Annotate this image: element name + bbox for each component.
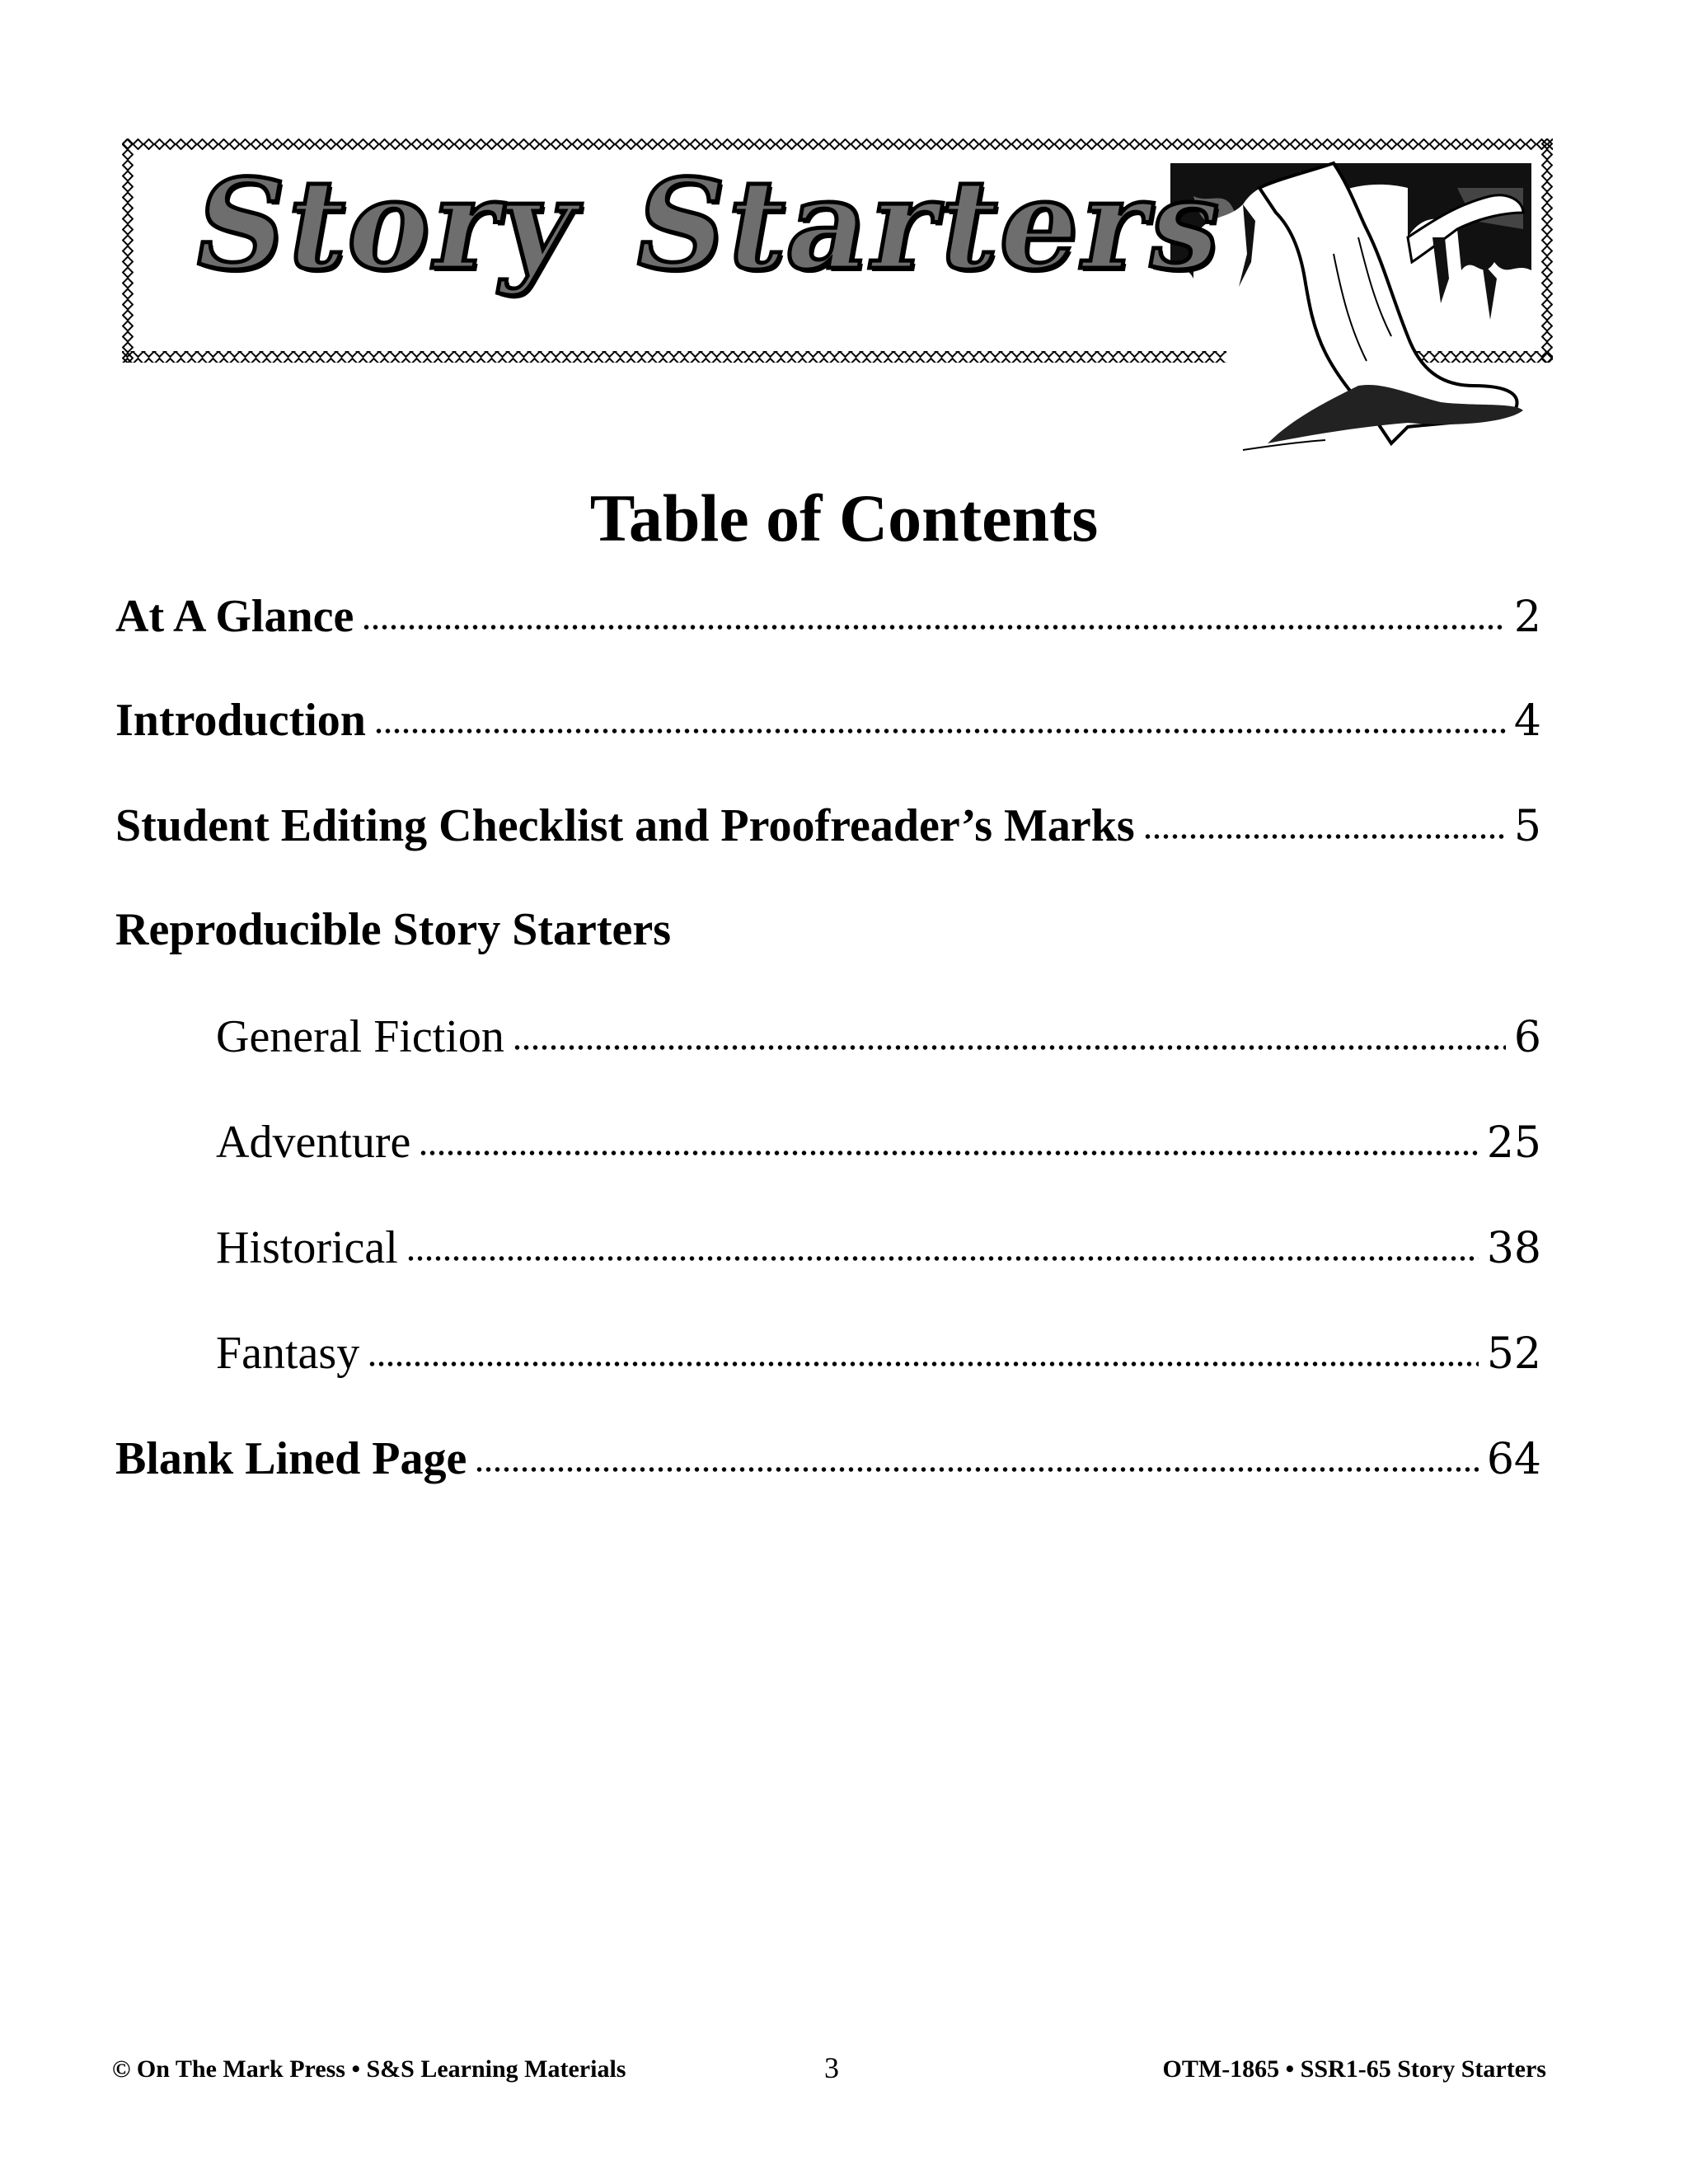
- dot-leader: [362, 625, 1506, 630]
- toc-entry-introduction[interactable]: [115, 695, 1541, 746]
- toc-entry-label: Adventure: [216, 1117, 411, 1168]
- toc-entry-label: Blank Lined Page: [115, 1433, 467, 1484]
- dot-leader: [513, 1045, 1506, 1050]
- toc-section-label: Reproducible Story Starters: [115, 904, 671, 955]
- banner-title: [183, 152, 1293, 298]
- story-starters-banner: [122, 138, 1553, 363]
- banner-title-word-2: Starters: [623, 152, 1238, 298]
- dot-leader: [475, 1467, 1479, 1472]
- page-title: Table of Contents: [589, 480, 1099, 555]
- page-footer: [0, 2051, 1688, 2088]
- banner-title-word-1: Story: [183, 152, 592, 298]
- toc-entry-blank-lined-page[interactable]: [115, 1433, 1541, 1484]
- toc-section-reproducible-story-starters: [115, 904, 1541, 955]
- footer-publisher: © On The Mark Press • S&S Learning Materials: [112, 2055, 626, 2083]
- toc-entry-label: Student Editing Checklist and Proofreader’s Marks: [115, 800, 1135, 851]
- toc-entry-page: 64: [1486, 1435, 1541, 1484]
- toc-entry-label: Introduction: [115, 695, 366, 746]
- toc-entry-page: 2: [1513, 593, 1541, 642]
- toc-entry-page: 6: [1513, 1013, 1541, 1062]
- toc-entry-historical[interactable]: [216, 1222, 1541, 1273]
- toc-entry-label: General Fiction: [216, 1011, 504, 1062]
- toc-entry-general-fiction[interactable]: [216, 1011, 1541, 1062]
- toc-entry-page: 5: [1513, 802, 1541, 851]
- toc-entry-page: 4: [1513, 696, 1541, 746]
- toc-entry-fantasy[interactable]: [216, 1328, 1541, 1379]
- footer-page-number: 3: [824, 2051, 839, 2084]
- toc-entry-page: 25: [1486, 1118, 1541, 1168]
- footer-product-code: OTM-1865 • SSR1-65 Story Starters: [1162, 2055, 1546, 2083]
- toc-entry-at-a-glance[interactable]: [115, 593, 1541, 640]
- toc-entry-page: 38: [1486, 1224, 1541, 1273]
- toc-entry-label: Fantasy: [216, 1328, 360, 1379]
- toc-entry-page: 52: [1486, 1329, 1541, 1379]
- toc-entry-label: At A Glance: [115, 591, 354, 642]
- dot-leader: [1143, 834, 1506, 839]
- dot-leader: [374, 729, 1506, 733]
- toc-entry-student-editing-checklist[interactable]: [115, 800, 1541, 851]
- toc-entry-adventure[interactable]: [216, 1117, 1541, 1168]
- dot-leader: [406, 1256, 1479, 1261]
- dot-leader: [368, 1361, 1479, 1366]
- dot-leader: [419, 1151, 1478, 1155]
- toc-entry-label: Historical: [216, 1222, 398, 1273]
